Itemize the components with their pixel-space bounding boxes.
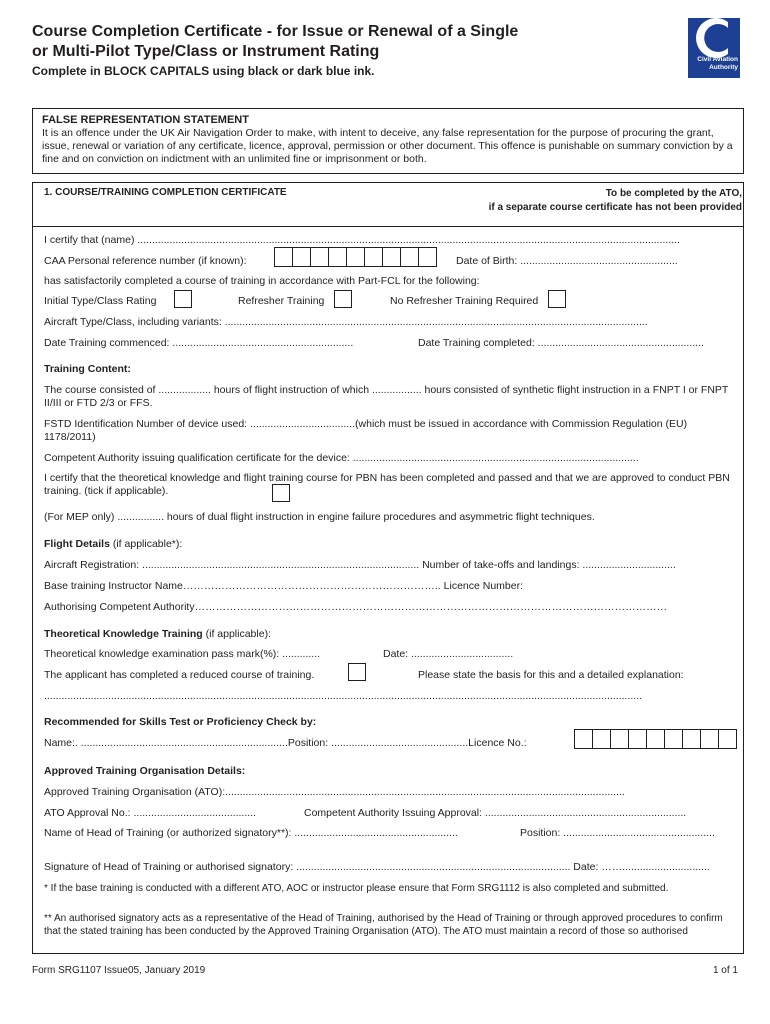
certify-name-field[interactable]: I certify that (name) .......................................................................................................................................................................................... — [44, 234, 680, 246]
tk-date-field[interactable]: Date: ................................... — [383, 648, 514, 660]
tk-training-heading: Theoretical Knowledge Training (if applicable): — [44, 628, 271, 640]
caa-ref-label: CAA Personal reference number (if known): — [44, 255, 247, 267]
page-number: 1 of 1 — [712, 965, 738, 976]
tk-exam-field[interactable]: Theoretical knowledge examination pass mark(%): ............. — [44, 648, 321, 660]
caa-logo — [688, 18, 740, 78]
course-consisted-field[interactable]: The course consisted of .................. hours of flight instruction of which ................. hours consisted of synthetic flight instruction in a FNPT I or FNPT II/III or FTD 2/3 or FFS. — [44, 384, 729, 409]
pbn-statement: I certify that the theoretical knowledge and flight training course for PBN has been completed and passed and that we are approved to conduct PBN training. (tick if applicable). — [44, 472, 730, 497]
aircraft-type-field[interactable]: Aircraft Type/Class, including variants: ................................................................................................................................................. — [44, 316, 648, 328]
dob-field[interactable]: Date of Birth: ...................................................... — [456, 255, 678, 267]
basis-field[interactable]: ............................................................................................................................................................................................................. — [44, 690, 643, 702]
recommended-heading: Recommended for Skills Test or Proficiency Check by: — [44, 716, 317, 728]
initial-rating-checkbox[interactable] — [174, 290, 192, 308]
date-commenced-field[interactable]: Date Training commenced: .............................................................. — [44, 337, 354, 349]
section1-divider — [32, 226, 744, 227]
hot-position-field[interactable]: Position: .................................................... — [520, 827, 715, 839]
ca-issuing-field[interactable]: Competent Authority Issuing Approval: ..................................................................... — [304, 807, 687, 819]
authorising-authority-field[interactable]: Authorising Competent Authority……………………………………………………………………………………………………………………… — [44, 601, 668, 613]
false-statement-heading: FALSE REPRESENTATION STATEMENT — [42, 114, 249, 126]
note-2: ** An authorised signatory acts as a representative of the Head of Training, authorised by the Head of Training or through approved procedures to confirm that the stated training has been conducted by the Approved Training Organisation (ATO). The ATO must maintain a record of those so authorised — [44, 913, 723, 937]
reduced-course-label: The applicant has completed a reduced course of training. — [44, 669, 315, 681]
caa-ref-cells[interactable] — [274, 247, 436, 267]
note-1: * If the base training is conducted with a different ATO, AOC or instructor please ensure that Form SRG1112 is also completed and submitted. — [44, 883, 669, 894]
section1-heading: 1. COURSE/TRAINING COMPLETION CERTIFICATE — [44, 187, 287, 198]
form-title: Course Completion Certificate - for Issue or Renewal of a Single or Multi-Pilot Type/Class or Instrument Rating — [32, 23, 519, 60]
refresher-checkbox[interactable] — [334, 290, 352, 308]
ato-details-heading: Approved Training Organisation Details: — [44, 765, 246, 777]
date-completed-field[interactable]: Date Training completed: ......................................................... — [418, 337, 704, 349]
aircraft-reg-field[interactable]: Aircraft Registration: ............................................................................................... Number of take-offs and landings: ................................ — [44, 559, 676, 571]
section1-instruction: To be completed by the ATO, if a separate course certificate has not been provided — [488, 188, 742, 213]
completed-course-text: has satisfactorily completed a course of training in accordance with Part-FCL for the following: — [44, 275, 480, 287]
pbn-checkbox[interactable] — [272, 484, 290, 502]
signature-field[interactable]: Signature of Head of Training or authorised signatory: .............................................................................................. Date: …….............................. — [44, 861, 710, 873]
licence-no-cells[interactable] — [574, 729, 736, 749]
mep-field[interactable]: (For MEP only) ................ hours of dual flight instruction in engine failure procedures and asymmetric flight techniques. — [44, 511, 595, 523]
competent-authority-field[interactable]: Competent Authority issuing qualification certificate for the device: .................................................................................................. — [44, 452, 639, 464]
form-subtitle: Complete in BLOCK CAPITALS using black or dark blue ink. — [32, 64, 375, 78]
no-refresher-label: No Refresher Training Required — [390, 295, 539, 307]
head-of-training-field[interactable]: Name of Head of Training (or authorized signatory**): ........................................................ — [44, 827, 458, 839]
base-instructor-field[interactable]: Base training Instructor Name……………………………………………………………….. Licence Number: — [44, 580, 524, 592]
logo-text: Civil Aviation Authority — [697, 56, 738, 71]
fstd-field[interactable]: FSTD Identification Number of device used: ....................................(which must be issued in accordance with Commission Regulation (EU) 1178/2011) — [44, 418, 688, 443]
name-position-field[interactable]: Name:. .......................................................................Position: ...............................................Licence No.: — [44, 737, 527, 749]
ato-approval-field[interactable]: ATO Approval No.: .......................................... — [44, 807, 257, 819]
training-content-heading: Training Content: — [44, 363, 131, 375]
basis-label: Please state the basis for this and a detailed explanation: — [418, 669, 684, 681]
refresher-label: Refresher Training — [238, 295, 325, 307]
initial-rating-label: Initial Type/Class Rating — [44, 295, 157, 307]
form-reference: Form SRG1107 Issue05, January 2019 — [32, 965, 206, 976]
no-refresher-checkbox[interactable] — [548, 290, 566, 308]
flight-details-heading: Flight Details (if applicable*): — [44, 538, 183, 550]
reduced-course-checkbox[interactable] — [348, 663, 366, 681]
false-statement-text: It is an offence under the UK Air Navigation Order to make, with intent to deceive, any false representation for the purpose of procuring the grant, issue, renewal or variation of any certificate, licence, approval, permission or other document. This offence is punishable on summary conviction by a fine and on conviction on indictment with an unlimited fine or imprisonment or both. — [42, 127, 733, 165]
ato-name-field[interactable]: Approved Training Organisation (ATO):......................................................................................................................................... — [44, 786, 625, 798]
